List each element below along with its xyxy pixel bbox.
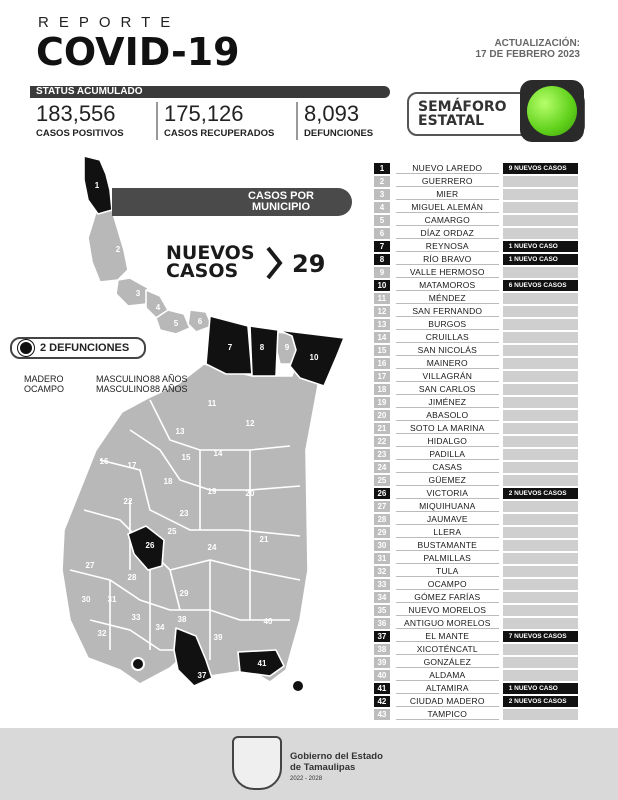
municipio-new-cases [503, 449, 578, 460]
municipio-name: CRUILLAS [396, 332, 499, 343]
status-label: STATUS ACUMULADO [36, 86, 143, 97]
municipio-new-cases [503, 423, 578, 434]
map-label-30: 30 [81, 595, 91, 604]
municipio-number: 6 [374, 228, 390, 239]
table-row [374, 565, 578, 578]
state-seal-icon [232, 736, 282, 790]
table-row [374, 539, 578, 552]
municipio-name: GÜEMEZ [396, 475, 499, 486]
municipio-new-cases [503, 371, 578, 382]
map-label-18: 18 [163, 477, 173, 486]
table-row [374, 357, 578, 370]
table-row [374, 370, 578, 383]
municipio-name: TAMPICO [396, 709, 499, 720]
def-sexo-2: MASCULINO [96, 384, 150, 394]
municipio-new-cases [503, 670, 578, 681]
municipio-name: VILLAGRÁN [396, 371, 499, 382]
report-kicker: REPORTE [38, 14, 181, 31]
table-row [374, 396, 578, 409]
municipio-name: ALDAMA [396, 670, 499, 681]
municipio-number: 41 [374, 683, 390, 694]
map-label-22: 22 [123, 497, 133, 506]
municipio-new-cases [503, 306, 578, 317]
municipio-number: 2 [374, 176, 390, 187]
municipio-number: 25 [374, 475, 390, 486]
recuperados-label: CASOS RECUPERADOS [164, 128, 275, 139]
municipio-new-cases [503, 358, 578, 369]
municipio-name: MIQUIHUANA [396, 501, 499, 512]
municipio-number: 4 [374, 202, 390, 213]
municipio-number: 12 [374, 306, 390, 317]
casos-municipio-line1: CASOS POR [247, 190, 314, 202]
map-label-23: 23 [179, 509, 189, 518]
table-row [374, 591, 578, 604]
municipio-number: 8 [374, 254, 390, 265]
municipio-name: MIGUEL ALEMÁN [396, 202, 499, 213]
municipio-new-cases [503, 592, 578, 603]
map-label-25: 25 [167, 527, 177, 536]
map-label-39: 39 [213, 633, 223, 642]
map-label-35: 35 [153, 681, 163, 690]
municipio-number: 21 [374, 423, 390, 434]
map-label-8: 8 [259, 343, 265, 352]
casos-municipio-label [238, 191, 324, 213]
map-label-4: 4 [155, 303, 161, 312]
municipio-name: JAUMAVE [396, 514, 499, 525]
footer-gov-line2: de Tamaulipas [290, 762, 356, 773]
municipio-name: NUEVO MORELOS [396, 605, 499, 616]
municipio-new-cases [503, 514, 578, 525]
municipio-number: 24 [374, 462, 390, 473]
municipio-new-cases [503, 189, 578, 200]
map-label-7: 7 [227, 343, 233, 352]
municipio-new-cases [503, 709, 578, 720]
table-row [374, 604, 578, 617]
municipio-number: 9 [374, 267, 390, 278]
municipio-number: 26 [374, 488, 390, 499]
municipio-number: 18 [374, 384, 390, 395]
table-row [374, 708, 578, 721]
map-label-31: 31 [107, 595, 117, 604]
divider [156, 102, 158, 140]
table-row [374, 162, 578, 175]
municipio-name: EL MANTE [396, 631, 499, 642]
table-row [374, 188, 578, 201]
municipio-new-cases: 1 NUEVO CASO [503, 241, 578, 252]
municipio-number: 3 [374, 189, 390, 200]
municipio-number: 11 [374, 293, 390, 304]
map-label-11: 11 [207, 399, 217, 408]
municipio-new-cases [503, 618, 578, 629]
map-label-34: 34 [155, 623, 165, 632]
municipio-new-cases [503, 501, 578, 512]
municipio-new-cases [503, 384, 578, 395]
table-row [374, 552, 578, 565]
municipio-name: JIMÉNEZ [396, 397, 499, 408]
municipio-name: MIER [396, 189, 499, 200]
region-2 [88, 210, 128, 282]
municipio-number: 35 [374, 605, 390, 616]
table-row [374, 643, 578, 656]
defunciones-label: DEFUNCIONES [304, 128, 374, 139]
municipio-number: 36 [374, 618, 390, 629]
municipio-new-cases [503, 332, 578, 343]
municipio-number: 10 [374, 280, 390, 291]
municipio-new-cases [503, 176, 578, 187]
map-label-5: 5 [173, 319, 179, 328]
map-label-1: 1 [94, 181, 100, 190]
municipio-new-cases [503, 215, 578, 226]
map-label-33: 33 [131, 613, 141, 622]
update-label: ACTUALIZACIÓN: [494, 38, 580, 49]
table-row [374, 331, 578, 344]
table-row [374, 526, 578, 539]
table-row [374, 279, 578, 292]
municipio-name: MATAMOROS [396, 280, 499, 291]
table-row [374, 318, 578, 331]
recuperados-value: 175,126 [164, 101, 244, 126]
table-row [374, 461, 578, 474]
map-label-3: 3 [135, 289, 141, 298]
municipio-name: PADILLA [396, 449, 499, 460]
footer-gov-line1: Gobierno del Estado [290, 751, 383, 762]
table-row [374, 214, 578, 227]
table-row [374, 500, 578, 513]
map-label-27: 27 [85, 561, 95, 570]
municipio-name: GONZÁLEZ [396, 657, 499, 668]
municipio-name: BURGOS [396, 319, 499, 330]
municipio-new-cases: 2 NUEVOS CASOS [503, 696, 578, 707]
municipio-name: SOTO LA MARINA [396, 423, 499, 434]
municipio-number: 39 [374, 657, 390, 668]
map-label-9: 9 [284, 343, 290, 352]
map-label-40: 40 [263, 617, 273, 626]
table-row [374, 474, 578, 487]
municipio-new-cases [503, 475, 578, 486]
map-label-14: 14 [213, 449, 223, 458]
map-label-17: 17 [127, 461, 137, 470]
municipio-number: 31 [374, 553, 390, 564]
map-label-38: 38 [177, 615, 187, 624]
municipio-number: 13 [374, 319, 390, 330]
municipio-new-cases [503, 657, 578, 668]
municipio-name: ANTIGUO MORELOS [396, 618, 499, 629]
table-row [374, 695, 578, 708]
positivos-label: CASOS POSITIVOS [36, 128, 124, 139]
table-row [374, 487, 578, 500]
municipio-number: 30 [374, 540, 390, 551]
municipio-number: 23 [374, 449, 390, 460]
map-label-16: 16 [99, 457, 109, 466]
municipio-new-cases [503, 605, 578, 616]
municipio-number: 28 [374, 514, 390, 525]
municipio-name: MAINERO [396, 358, 499, 369]
table-row [374, 344, 578, 357]
municipio-number: 7 [374, 241, 390, 252]
municipio-new-cases [503, 293, 578, 304]
region-3 [116, 278, 148, 306]
municipio-name: CAMARGO [396, 215, 499, 226]
def-edad-1: 88 AÑOS [150, 374, 188, 384]
footer-years: 2022 - 2028 [290, 776, 323, 782]
municipio-name: RÍO BRAVO [396, 254, 499, 265]
municipio-name: TULA [396, 566, 499, 577]
map-label-20: 20 [245, 489, 255, 498]
table-row [374, 669, 578, 682]
municipio-new-cases [503, 540, 578, 551]
map-label-13: 13 [175, 427, 185, 436]
municipio-new-cases: 9 NUEVOS CASOS [503, 163, 578, 174]
municipio-number: 14 [374, 332, 390, 343]
municipio-number: 34 [374, 592, 390, 603]
municipio-new-cases: 1 NUEVO CASO [503, 254, 578, 265]
nuevos-casos-value: 29 [292, 250, 326, 278]
municipio-name: SAN NICOLÁS [396, 345, 499, 356]
municipio-number: 17 [374, 371, 390, 382]
nuevos-line2: CASOS [166, 260, 239, 282]
municipio-number: 43 [374, 709, 390, 720]
municipio-new-cases [503, 553, 578, 564]
municipio-name: GÓMEZ FARÍAS [396, 592, 499, 603]
municipio-name: REYNOSA [396, 241, 499, 252]
municipio-new-cases [503, 579, 578, 590]
municipio-new-cases [503, 345, 578, 356]
map-label-19: 19 [207, 487, 217, 496]
municipio-name: CIUDAD MADERO [396, 696, 499, 707]
municipio-name: SAN FERNANDO [396, 306, 499, 317]
municipio-new-cases [503, 566, 578, 577]
municipio-name: MÉNDEZ [396, 293, 499, 304]
municipio-name: BUSTAMANTE [396, 540, 499, 551]
municipio-new-cases [503, 462, 578, 473]
table-row [374, 175, 578, 188]
municipio-number: 40 [374, 670, 390, 681]
casos-municipio-line2: MUNICIPIO [251, 201, 311, 213]
def-edad-2: 88 AÑOS [150, 384, 188, 394]
defunciones-badge-label: 2 DEFUNCIONES [40, 342, 130, 354]
map-label-6: 6 [197, 317, 203, 326]
municipio-number: 27 [374, 501, 390, 512]
tamaulipas-map [0, 150, 370, 710]
map-label-42: 42 [281, 673, 291, 682]
table-row [374, 253, 578, 266]
municipio-number: 38 [374, 644, 390, 655]
municipio-new-cases [503, 267, 578, 278]
map-label-29: 29 [179, 589, 189, 598]
municipio-number: 5 [374, 215, 390, 226]
table-row [374, 201, 578, 214]
map-label-28: 28 [127, 573, 137, 582]
municipio-name: SAN CARLOS [396, 384, 499, 395]
table-row [374, 448, 578, 461]
municipio-new-cases [503, 644, 578, 655]
nuevos-casos-label [166, 244, 255, 280]
map-label-12: 12 [245, 419, 255, 428]
death-dot-icon [18, 340, 34, 356]
def-municipio-1: MADERO [24, 374, 64, 384]
municipio-number: 19 [374, 397, 390, 408]
def-municipio-2: OCAMPO [24, 384, 65, 394]
municipio-name: VALLE HERMOSO [396, 267, 499, 278]
municipio-new-cases: 6 NUEVOS CASOS [503, 280, 578, 291]
municipio-new-cases [503, 228, 578, 239]
positivos-value: 183,556 [36, 101, 116, 126]
municipio-number: 32 [374, 566, 390, 577]
defunciones-value: 8,093 [304, 101, 360, 126]
municipio-new-cases [503, 527, 578, 538]
table-row [374, 266, 578, 279]
municipio-number: 33 [374, 579, 390, 590]
municipio-number: 20 [374, 410, 390, 421]
municipio-new-cases [503, 397, 578, 408]
death-marker-ocampo [132, 658, 144, 670]
municipio-number: 1 [374, 163, 390, 174]
semaforo-line2: ESTATAL [418, 113, 485, 129]
map-label-43: 43 [275, 685, 285, 694]
chevron-right-icon [266, 246, 284, 280]
municipio-name: ALTAMIRA [396, 683, 499, 694]
map-label-37: 37 [197, 671, 207, 680]
municipio-new-cases: 2 NUEVOS CASOS [503, 488, 578, 499]
municipio-name: VICTORIA [396, 488, 499, 499]
table-row [374, 422, 578, 435]
municipio-number: 29 [374, 527, 390, 538]
table-row [374, 617, 578, 630]
municipio-name: DÍAZ ORDAZ [396, 228, 499, 239]
municipio-name: GUERRERO [396, 176, 499, 187]
page-title: COVID-19 [36, 30, 240, 74]
municipio-name: NUEVO LAREDO [396, 163, 499, 174]
map-label-41: 41 [257, 659, 267, 668]
municipio-name: OCAMPO [396, 579, 499, 590]
divider [296, 102, 298, 140]
table-row [374, 240, 578, 253]
municipio-new-cases [503, 319, 578, 330]
update-date: 17 DE FEBRERO 2023 [475, 49, 580, 60]
municipio-number: 37 [374, 631, 390, 642]
nuevos-line1: NUEVOS [166, 242, 255, 264]
table-row [374, 292, 578, 305]
semaforo-label [418, 100, 507, 128]
municipios-table [374, 162, 578, 721]
map-label-24: 24 [207, 543, 217, 552]
municipio-new-cases [503, 202, 578, 213]
municipio-name: CASAS [396, 462, 499, 473]
municipio-number: 22 [374, 436, 390, 447]
map-label-32: 32 [97, 629, 107, 638]
table-row [374, 656, 578, 669]
municipio-new-cases [503, 410, 578, 421]
table-row [374, 578, 578, 591]
map-label-2: 2 [115, 245, 121, 254]
municipio-name: LLERA [396, 527, 499, 538]
def-sexo-1: MASCULINO [96, 374, 150, 384]
death-marker-madero [292, 680, 304, 692]
municipio-name: PALMILLAS [396, 553, 499, 564]
municipio-number: 42 [374, 696, 390, 707]
semaforo-line1: SEMÁFORO [418, 99, 507, 115]
map-label-26: 26 [145, 541, 155, 550]
green-light-icon [527, 86, 577, 136]
table-row [374, 630, 578, 643]
table-row [374, 435, 578, 448]
table-row [374, 305, 578, 318]
map-label-15: 15 [181, 453, 191, 462]
table-row [374, 383, 578, 396]
municipio-new-cases: 1 NUEVO CASO [503, 683, 578, 694]
table-row [374, 227, 578, 240]
municipio-name: XICOTÉNCATL [396, 644, 499, 655]
map-label-21: 21 [259, 535, 269, 544]
municipio-name: ABASOLO [396, 410, 499, 421]
table-row [374, 682, 578, 695]
municipio-number: 16 [374, 358, 390, 369]
map-label-10: 10 [309, 353, 319, 362]
table-row [374, 513, 578, 526]
map-label-36: 36 [175, 677, 185, 686]
table-row [374, 409, 578, 422]
municipio-new-cases [503, 436, 578, 447]
municipio-name: HIDALGO [396, 436, 499, 447]
municipio-number: 15 [374, 345, 390, 356]
municipio-new-cases: 7 NUEVOS CASOS [503, 631, 578, 642]
